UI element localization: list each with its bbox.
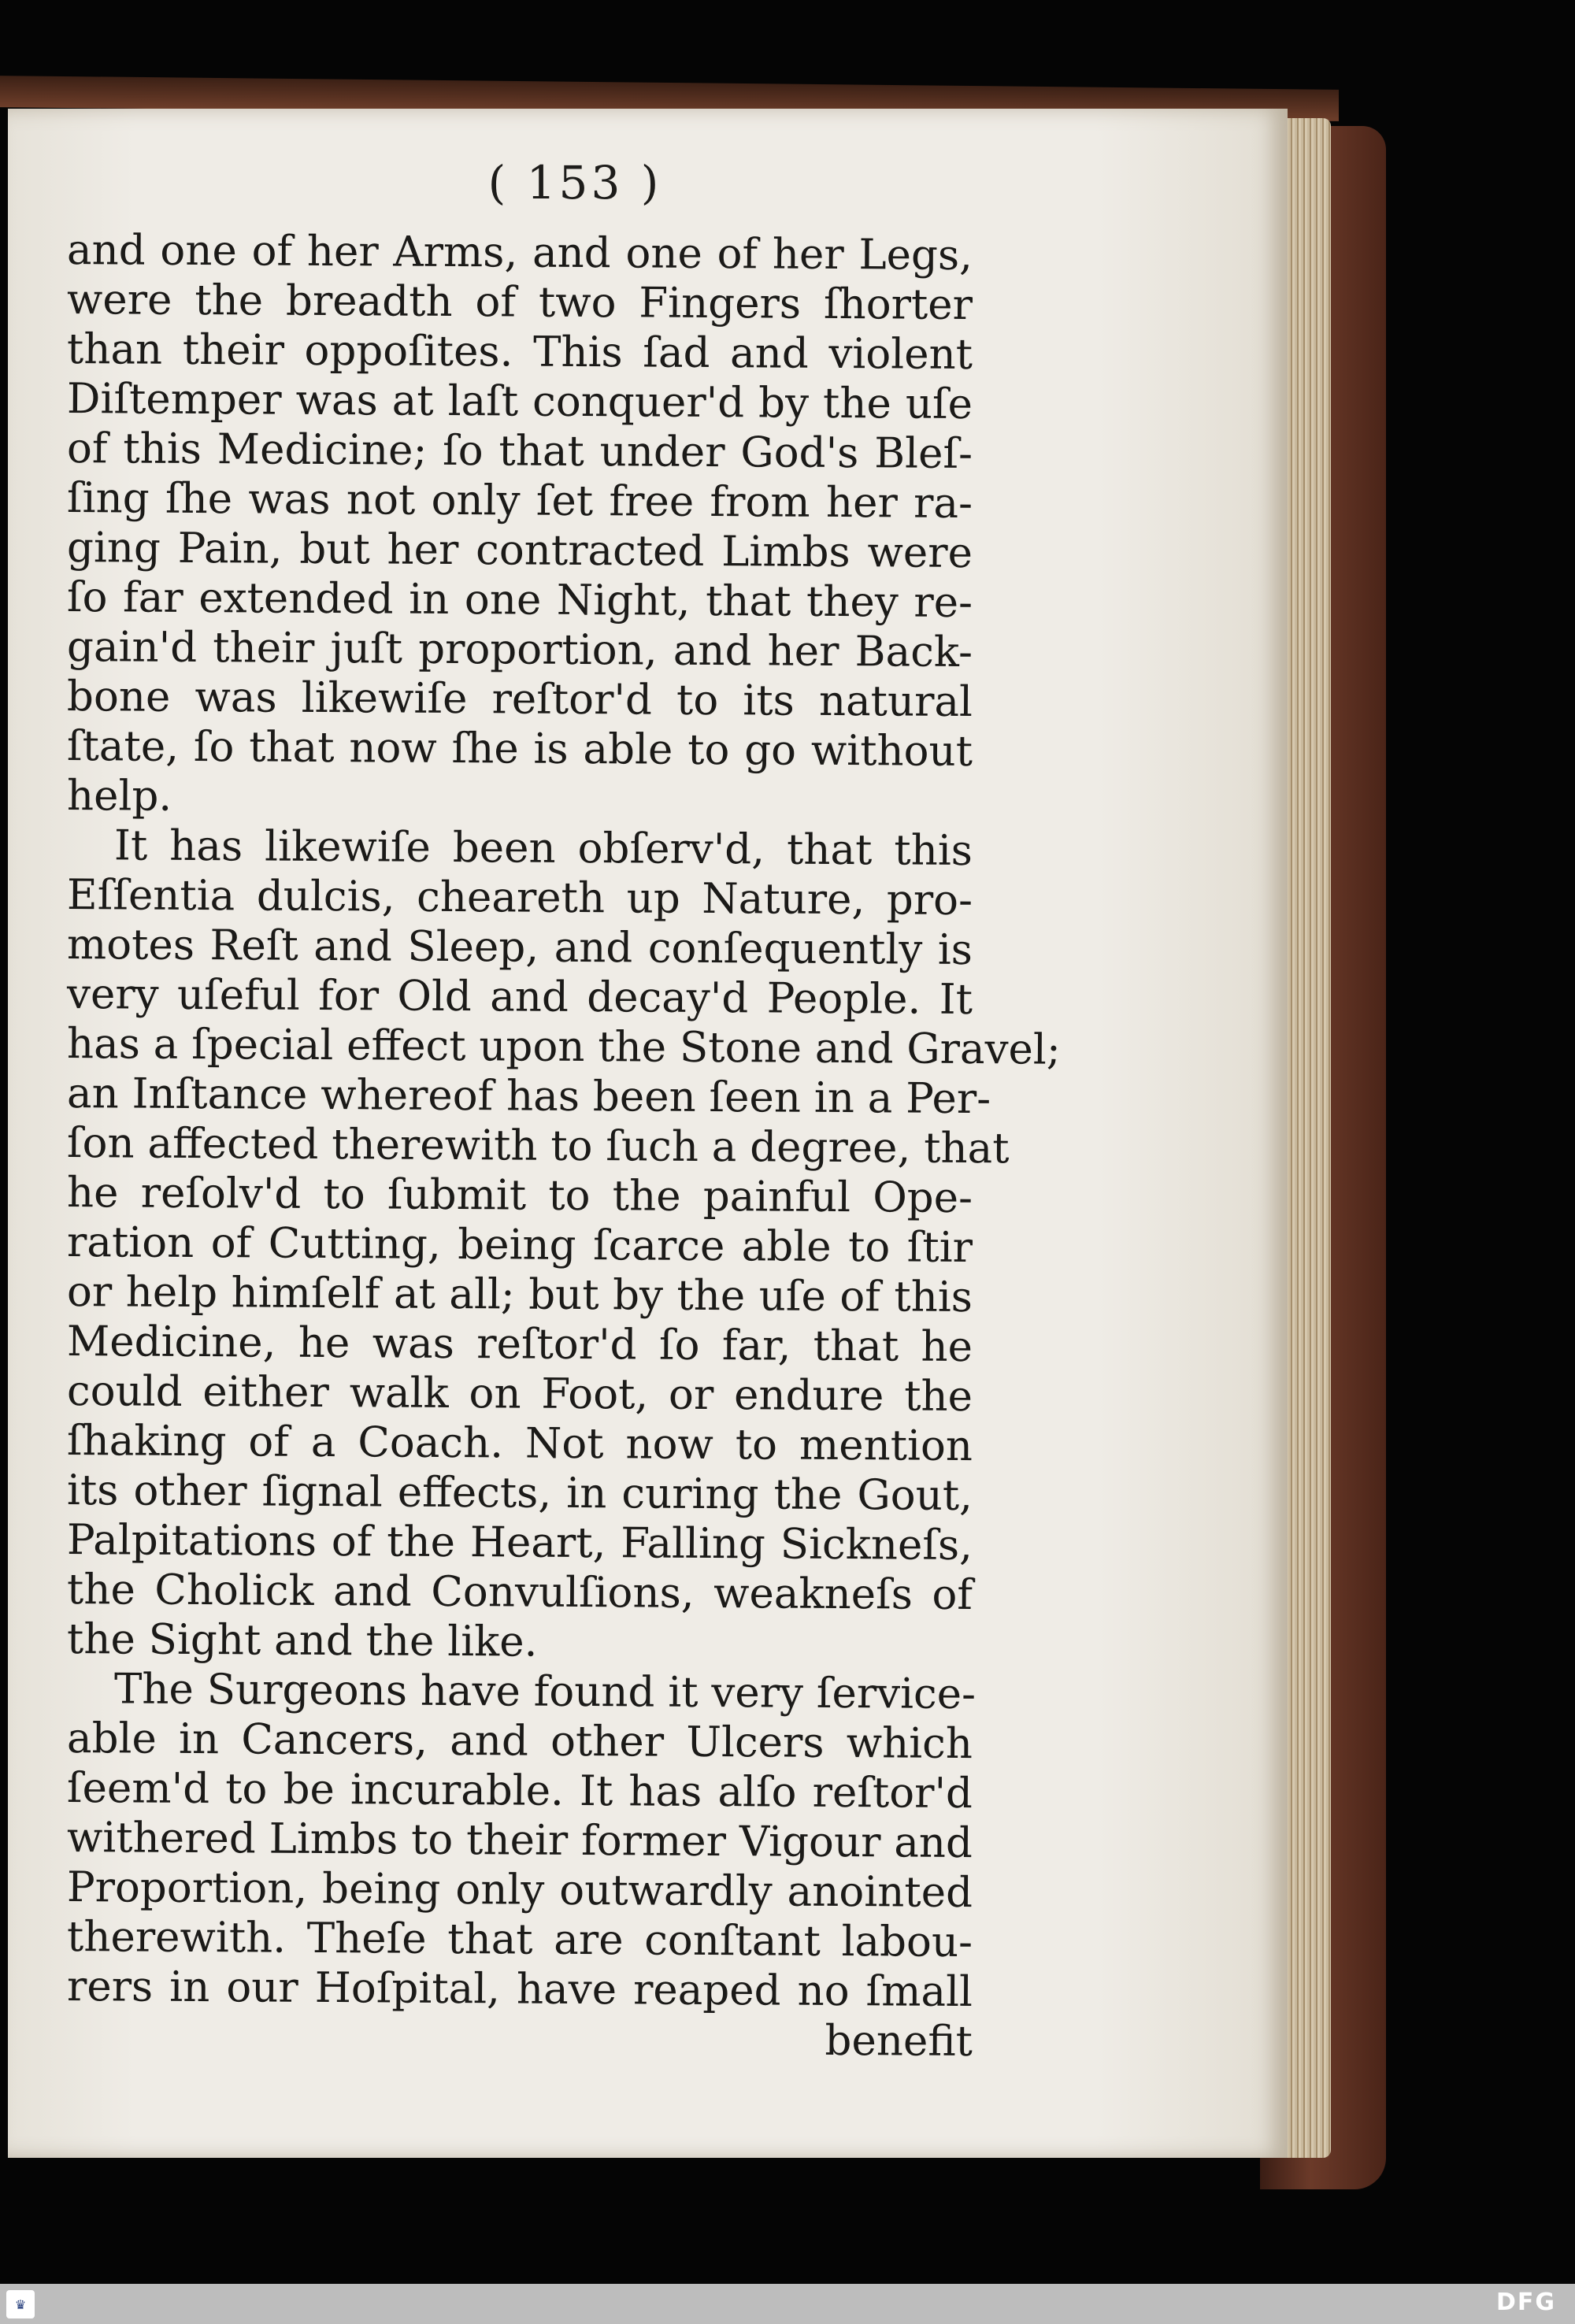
catchword: benefit [825, 2016, 973, 2066]
text-line: or help himſelf at all; but by the uſe of this [66, 1268, 973, 1322]
text-line: help. [66, 772, 172, 821]
text-line: therewith. Theſe that are conſtant labou- [66, 1913, 973, 1967]
text-line: Diſtemper was at laſt conquer'd by the uſe [66, 375, 973, 429]
page-number: ( 153 ) [487, 156, 662, 209]
viewer-footer-bar [0, 2284, 1575, 2324]
text-line: ration of Cutting, being ſcarce able to ſtir [66, 1218, 973, 1273]
text-line: ſeem'd to be incurable. It has alſo reſtor'd [66, 1764, 973, 1818]
text-line: bone was likewiſe reſtor'd to its natural [66, 673, 973, 727]
library-logo-icon: ♛ [6, 2290, 35, 2318]
text-line: were the breadth of two Fingers ſhorter [66, 276, 973, 330]
text-line: could either walk on Foot, or endure the [66, 1367, 973, 1421]
text-line: Eſſentia dulcis, cheareth up Nature, pro- [66, 871, 973, 925]
text-line: rers in our Hoſpital, have reaped no ſmall [66, 1963, 973, 2017]
text-line: Palpitations of the Heart, Falling Sickneſs, [66, 1516, 973, 1570]
text-line: Proportion, being only outwardly anointed [66, 1863, 973, 1918]
text-line: the Sight and the like. [66, 1615, 538, 1666]
text-line: It has likewiſe been obſerv'd, that this [113, 821, 973, 876]
body-text [66, 225, 1061, 2066]
text-line: Medicine, he was reſtor'd ſo far, that he [66, 1318, 973, 1372]
text-line: withered Limbs to their former Vigour and [66, 1814, 973, 1868]
footer-brand: DFG [1495, 2289, 1556, 2316]
text-line: has a ſpecial effect upon the Stone and Gravel; [66, 1020, 1061, 1074]
text-line: The Surgeons have found it very ſervice- [113, 1665, 976, 1719]
text-line: ſing ſhe was not only ſet free from her ra- [66, 474, 973, 528]
text-line: ſo far extended in one Night, that they re- [66, 573, 973, 628]
text-line: gain'd their juſt proportion, and her Back- [66, 623, 973, 677]
text-line: of this Medicine; ſo that under God's Bleſ- [66, 424, 973, 479]
text-line: able in Cancers, and other Ulcers which [66, 1714, 973, 1769]
text-line: the Cholick and Convulſions, weakneſs of [66, 1566, 973, 1620]
text-line: and one of her Arms, and one of her Legs, [66, 226, 973, 280]
text-line: ging Pain, but her contracted Limbs were [66, 524, 973, 578]
text-line: ſtate, ſo that now ſhe is able to go without [66, 722, 973, 777]
text-line: he reſolv'd to ſubmit to the painful Ope- [66, 1169, 973, 1223]
text-line: very uſeful for Old and decay'd People. It [66, 970, 973, 1025]
text-line: an Inſtance whereof has been ſeen in a Per- [66, 1069, 991, 1124]
text-line: ſhaking of a Coach. Not now to mention [66, 1417, 973, 1471]
text-line: motes Reſt and Sleep, and conſequently is [66, 921, 973, 975]
text-line: ſon affected therewith to ſuch a degree, that [66, 1119, 1010, 1173]
book-page [8, 109, 1288, 2158]
text-line: its other ſignal effects, in curing the Gout, [66, 1466, 973, 1521]
text-line: than their oppoſites. This ſad and violent [66, 325, 973, 380]
